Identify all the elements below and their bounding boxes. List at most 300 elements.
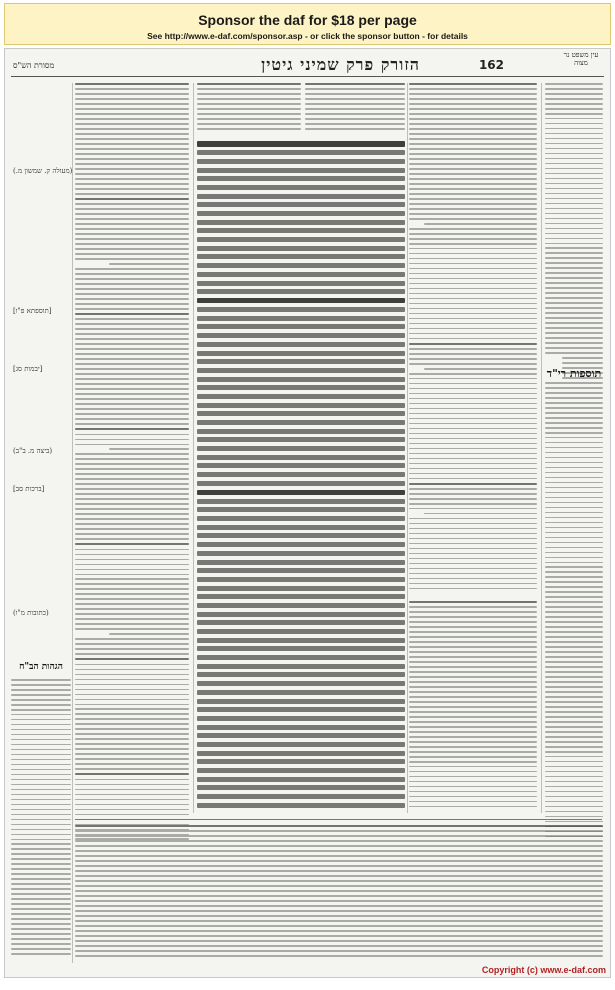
- text-line: [197, 359, 405, 364]
- text-line: [197, 725, 405, 730]
- text-line: [197, 246, 405, 251]
- text-line: [197, 742, 405, 747]
- text-line: [545, 123, 603, 125]
- text-line: [197, 664, 405, 669]
- text-line: [197, 377, 405, 382]
- text-line: [409, 348, 537, 350]
- text-line: [409, 621, 537, 623]
- text-line: [11, 843, 71, 845]
- text-line: [545, 297, 603, 299]
- text-line: [75, 238, 189, 240]
- text-line: [75, 323, 189, 325]
- text-line: [545, 153, 603, 155]
- text-line: [409, 676, 537, 678]
- text-line: [545, 247, 603, 249]
- text-line: [197, 655, 405, 660]
- text-line: [75, 223, 189, 225]
- text-line: [409, 253, 537, 255]
- marginal-note: (מעולה ק. שמשון מ.): [13, 167, 73, 175]
- column-gutter: [541, 83, 542, 813]
- text-line: [305, 83, 405, 85]
- text-line: [545, 821, 603, 823]
- text-line: [545, 342, 603, 344]
- text-line: [545, 382, 603, 384]
- text-line: [75, 173, 189, 175]
- text-line: [75, 523, 189, 525]
- text-line: [109, 448, 189, 450]
- text-line: [545, 103, 603, 105]
- text-line: [75, 268, 189, 270]
- text-line: [197, 194, 405, 199]
- text-line: [409, 741, 537, 743]
- text-line: [75, 845, 603, 847]
- text-line: [75, 168, 189, 170]
- text-line: [109, 633, 189, 635]
- text-line: [409, 553, 537, 555]
- text-line: [197, 586, 405, 591]
- text-line: [197, 98, 301, 100]
- text-line: [75, 588, 189, 590]
- text-line: [409, 473, 537, 475]
- text-line: [409, 418, 537, 420]
- text-line: [545, 522, 603, 524]
- text-line: [75, 694, 189, 696]
- text-line: [75, 574, 189, 576]
- text-line: [409, 398, 537, 400]
- text-line: [545, 307, 603, 309]
- text-line: [545, 292, 603, 294]
- text-line: [75, 658, 189, 660]
- text-line: [409, 438, 537, 440]
- text-line: [75, 333, 189, 335]
- text-line: [409, 616, 537, 618]
- text-line: [545, 208, 603, 210]
- text-line: [545, 277, 603, 279]
- text-line: [75, 564, 189, 566]
- text-line: [545, 786, 603, 788]
- text-line: [197, 220, 405, 225]
- text-line: [75, 830, 603, 832]
- text-line: [409, 358, 537, 360]
- text-line: [75, 243, 189, 245]
- marginal-note: (כתובות מ"ו): [13, 609, 49, 617]
- text-line: [409, 631, 537, 633]
- text-line: [197, 159, 405, 164]
- text-line: [305, 123, 405, 125]
- masoret-caption: מסורת הש"ס: [13, 61, 55, 70]
- text-line: [75, 383, 189, 385]
- text-line: [305, 93, 405, 95]
- text-line: [409, 588, 537, 590]
- text-line: [545, 138, 603, 140]
- text-line: [197, 113, 301, 115]
- text-line: [409, 98, 537, 100]
- text-line: [75, 373, 189, 375]
- text-line: [75, 158, 189, 160]
- text-line: [545, 417, 603, 419]
- text-line: [545, 766, 603, 768]
- text-line: [409, 468, 537, 470]
- text-line: [409, 148, 537, 150]
- text-line: [75, 784, 189, 786]
- text-line: [545, 223, 603, 225]
- text-line: [75, 388, 189, 390]
- copyright-link[interactable]: Copyright (c) www.e-daf.com: [481, 965, 606, 975]
- text-line: [545, 427, 603, 429]
- marginal-note: (ביצה מ. ב"ב): [13, 447, 53, 455]
- page-number: 162: [478, 58, 504, 72]
- text-line: [75, 779, 189, 781]
- text-line: [545, 811, 603, 813]
- text-line: [545, 198, 603, 200]
- text-line: [75, 684, 189, 686]
- text-line: [197, 629, 405, 634]
- text-line: [545, 168, 603, 170]
- text-line: [75, 870, 603, 872]
- text-line: [75, 418, 189, 420]
- text-line: [75, 955, 603, 957]
- text-line: [75, 865, 603, 867]
- text-line: [545, 88, 603, 90]
- text-line: [11, 699, 71, 701]
- text-line: [545, 252, 603, 254]
- text-line: [11, 829, 71, 831]
- text-line: [545, 816, 603, 818]
- text-line: [409, 238, 537, 240]
- text-line: [409, 393, 537, 395]
- text-line: [75, 910, 603, 912]
- text-line: [75, 138, 189, 140]
- text-line: [409, 183, 537, 185]
- text-line: [409, 626, 537, 628]
- text-line: [197, 228, 405, 233]
- text-line: [75, 748, 189, 750]
- text-line: [409, 278, 537, 280]
- text-line: [75, 728, 189, 730]
- text-line: [197, 646, 405, 651]
- text-line: [545, 462, 603, 464]
- text-line: [545, 133, 603, 135]
- text-line: [545, 726, 603, 728]
- text-line: [409, 671, 537, 673]
- text-line: [75, 468, 189, 470]
- text-line: [545, 731, 603, 733]
- text-line: [75, 358, 189, 360]
- text-line: [409, 378, 537, 380]
- text-line: [75, 930, 603, 932]
- text-line: [75, 428, 189, 430]
- text-line: [75, 103, 189, 105]
- text-line: [75, 253, 189, 255]
- text-line: [197, 93, 301, 95]
- bottom-commentary: [75, 825, 603, 963]
- text-line: [75, 163, 189, 165]
- text-line: [75, 478, 189, 480]
- text-line: [75, 664, 189, 666]
- text-line: [197, 620, 405, 625]
- text-line: [75, 583, 189, 585]
- text-line: [75, 298, 189, 300]
- text-line: [545, 238, 603, 240]
- sponsor-subtitle[interactable]: See http://www.e-daf.com/sponsor.asp - or click the sponsor button - for details: [147, 31, 468, 41]
- text-line: [409, 463, 537, 465]
- text-line: [409, 646, 537, 648]
- text-line: [75, 738, 189, 740]
- text-line: [409, 528, 537, 530]
- text-line: [75, 213, 189, 215]
- text-line: [75, 434, 189, 436]
- text-line: [409, 498, 537, 500]
- text-line: [11, 794, 71, 796]
- text-line: [545, 467, 603, 469]
- text-line: [197, 176, 405, 181]
- text-line: [197, 542, 405, 547]
- text-line: [75, 283, 189, 285]
- text-line: [197, 690, 405, 695]
- text-line: [545, 736, 603, 738]
- text-line: [409, 568, 537, 570]
- text-line: [75, 840, 603, 842]
- text-line: [545, 661, 603, 663]
- header-rule: [11, 76, 604, 77]
- text-line: [75, 549, 189, 551]
- text-line: [11, 903, 71, 905]
- text-line: [11, 779, 71, 781]
- column-gutter: [72, 83, 73, 963]
- text-line: [545, 596, 603, 598]
- text-line: [75, 458, 189, 460]
- text-line: [305, 108, 405, 110]
- text-line: [409, 248, 537, 250]
- text-line: [75, 723, 189, 725]
- text-line: [409, 143, 537, 145]
- text-line: [545, 243, 603, 245]
- text-line: [409, 288, 537, 290]
- text-line: [197, 733, 405, 738]
- text-line: [75, 378, 189, 380]
- text-line: [197, 699, 405, 704]
- text-line: [424, 368, 537, 370]
- text-line: [409, 353, 537, 355]
- text-line: [409, 751, 537, 753]
- text-line: [409, 781, 537, 783]
- text-line: [75, 528, 189, 530]
- text-line: [197, 803, 405, 808]
- text-line: [409, 771, 537, 773]
- text-line: [409, 433, 537, 435]
- text-line: [75, 920, 603, 922]
- text-line: [545, 681, 603, 683]
- text-line: [409, 606, 537, 608]
- text-line: [409, 308, 537, 310]
- text-line: [197, 202, 405, 207]
- sponsor-title[interactable]: Sponsor the daf for $18 per page: [198, 12, 417, 28]
- text-line: [11, 893, 71, 895]
- text-line: [11, 729, 71, 731]
- text-line: [75, 935, 603, 937]
- text-line: [545, 392, 603, 394]
- text-line: [409, 453, 537, 455]
- text-line: [545, 741, 603, 743]
- text-line: [11, 819, 71, 821]
- text-line: [409, 328, 537, 330]
- text-line: [75, 408, 189, 410]
- text-line: [545, 173, 603, 175]
- text-line: [409, 543, 537, 545]
- text-line: [197, 289, 405, 294]
- text-line: [409, 118, 537, 120]
- text-line: [197, 716, 405, 721]
- text-line: [409, 293, 537, 295]
- text-line: [545, 203, 603, 205]
- text-line: [545, 696, 603, 698]
- text-line: [197, 707, 405, 712]
- hagahot-commentary: [11, 679, 71, 963]
- text-line: [11, 873, 71, 875]
- text-line: [197, 150, 405, 155]
- text-line: [409, 108, 537, 110]
- text-line: [545, 302, 603, 304]
- text-line: [545, 761, 603, 763]
- text-line: [75, 669, 189, 671]
- text-line: [197, 560, 405, 565]
- text-line: [75, 618, 189, 620]
- text-line: [11, 953, 71, 955]
- text-line: [409, 681, 537, 683]
- text-line: [75, 713, 189, 715]
- text-line: [75, 855, 603, 857]
- text-line: [409, 213, 537, 215]
- text-line: [545, 537, 603, 539]
- text-line: [409, 791, 537, 793]
- text-line: [545, 337, 603, 339]
- marginal-note: [יבמות סג]: [13, 365, 43, 373]
- text-line: [11, 714, 71, 716]
- text-line: [197, 88, 301, 90]
- text-line: [545, 562, 603, 564]
- text-line: [197, 551, 405, 556]
- text-line: [75, 318, 189, 320]
- text-line: [545, 412, 603, 414]
- text-line: [409, 388, 537, 390]
- text-line: [545, 492, 603, 494]
- text-line: [75, 814, 189, 816]
- text-line: [75, 188, 189, 190]
- text-line: [75, 338, 189, 340]
- text-line: [197, 168, 405, 173]
- text-line: [75, 809, 189, 811]
- text-line: [545, 282, 603, 284]
- text-line: [11, 858, 71, 860]
- text-line: [75, 518, 189, 520]
- text-line: [409, 721, 537, 723]
- text-line: [545, 98, 603, 100]
- text-line: [75, 118, 189, 120]
- text-line: [75, 593, 189, 595]
- text-line: [545, 676, 603, 678]
- text-line: [545, 148, 603, 150]
- text-line: [409, 796, 537, 798]
- text-line: [75, 368, 189, 370]
- text-line: [11, 754, 71, 756]
- text-line: [409, 373, 537, 375]
- text-line: [11, 888, 71, 890]
- text-line: [197, 507, 405, 512]
- text-line: [75, 905, 603, 907]
- text-line: [75, 674, 189, 676]
- text-line: [197, 751, 405, 756]
- text-line: [75, 835, 603, 837]
- text-line: [545, 178, 603, 180]
- text-line: [11, 883, 71, 885]
- text-line: [75, 704, 189, 706]
- text-line: [409, 776, 537, 778]
- text-line: [545, 636, 603, 638]
- text-line: [545, 447, 603, 449]
- text-line: [197, 368, 405, 373]
- text-line: [409, 343, 537, 345]
- text-line: [197, 455, 405, 460]
- text-line: [75, 794, 189, 796]
- text-line: [11, 709, 71, 711]
- text-line: [75, 763, 189, 765]
- text-line: [75, 743, 189, 745]
- text-line: [197, 420, 405, 425]
- text-line: [409, 198, 537, 200]
- text-line: [11, 898, 71, 900]
- text-line: [197, 118, 301, 120]
- text-line: [545, 507, 603, 509]
- text-line: [409, 538, 537, 540]
- text-line: [545, 671, 603, 673]
- text-line: [11, 928, 71, 930]
- text-line: [197, 681, 405, 686]
- text-line: [11, 679, 71, 681]
- text-line: [197, 490, 405, 496]
- text-line: [11, 923, 71, 925]
- text-line: [75, 718, 189, 720]
- text-line: [197, 351, 405, 356]
- text-line: [545, 557, 603, 559]
- text-line: [545, 527, 603, 529]
- text-line: [545, 402, 603, 404]
- text-line: [545, 422, 603, 424]
- text-line: [197, 254, 405, 259]
- text-line: [545, 472, 603, 474]
- text-line: [545, 591, 603, 593]
- text-line: [545, 312, 603, 314]
- text-line: [11, 769, 71, 771]
- text-line: [75, 488, 189, 490]
- text-line: [197, 298, 405, 304]
- text-line: [545, 487, 603, 489]
- sponsor-banner[interactable]: [4, 3, 611, 45]
- text-line: [197, 108, 301, 110]
- text-line: [409, 258, 537, 260]
- text-line: [75, 623, 189, 625]
- text-line: [545, 646, 603, 648]
- text-line: [409, 323, 537, 325]
- text-line: [75, 123, 189, 125]
- text-line: [409, 233, 537, 235]
- text-line: [545, 656, 603, 658]
- text-line: [197, 272, 405, 277]
- text-line: [545, 791, 603, 793]
- text-line: [409, 448, 537, 450]
- text-line: [75, 758, 189, 760]
- text-line: [75, 393, 189, 395]
- text-line: [545, 631, 603, 633]
